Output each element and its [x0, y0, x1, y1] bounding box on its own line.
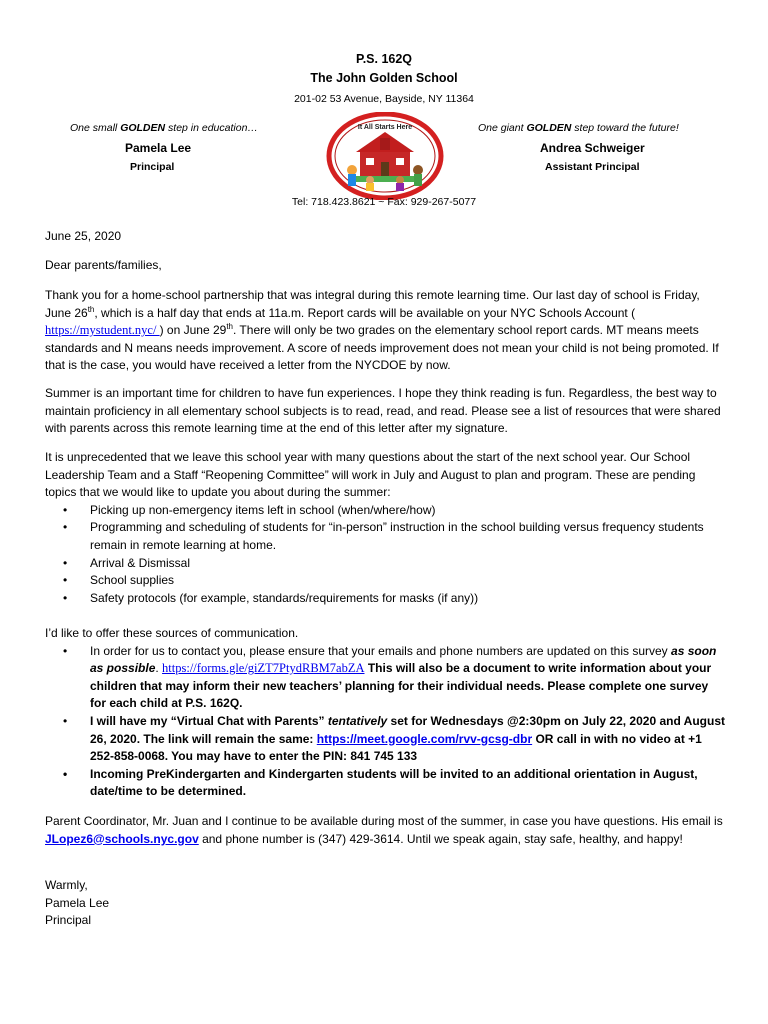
list-item: • I will have my “Virtual Chat with Parents” tentatively set for Wednesdays @2:30pm on July 22, 2020 and August 26, 2020. The link will remain the same: https://meet.google.com/rvv-gcsg-dbr OR call in with no video at +1 252-858-0068. You may have to enter the PIN: 841 745 133: [90, 713, 725, 766]
paragraph-summer: Summer is an important time for children to have fun experiences. I hope they think reading is fun. Regardless, the best way to maintain proficiency in all elementary school subjects is to read, read, and read. Please see a list of resources that were shared with parents across this remote learning time at the end of this letter after my signature.: [45, 386, 721, 436]
paragraph-communication: I’d like to offer these sources of communication. • In order for us to contact you, please ensure that your emails and phone numbers are updated on this survey as soon as possible. https://forms.gle/giZT7PtydRBM7abZA This will also be a document to write information about your children that may inform their new teachers’ planning for their individual needs. Please complete one survey for each child at P.S. 162Q. • I will have my “Virtual Chat with Parents” tentatively set for Wednesdays @2:30pm on July 22, 2020 and August 26, 2020. The link will remain the same: https://meet.google.com/rvv-gcsg-dbr OR call in with no video at +1 252-858-0068. You may have to enter the PIN: 841 745 133 • Incoming PreKindergarten and Kindergarten students will be invited to an additional orientation in August, date/time to be determined.: [45, 625, 725, 801]
list-item: • Picking up non-emergency items left in school (when/where/how): [90, 502, 725, 520]
school-number: P.S. 162Q: [355, 52, 413, 66]
tagline-left: One small GOLDEN step in education…: [70, 122, 258, 134]
principal-title: Principal: [130, 161, 175, 173]
paragraph-last-day: Thank you for a home-school partnership that was integral during this remote learning time. Our last day of school is Friday, June 26th, which is a half day that ends at 11a.m. Report cards will be available on your NYC Schools Account ( https://mystudent.nyc/ ) on June 29th. There will only be two grades on the elementary school report cards. MT means meets standards and N means needs improvement. A score of needs improvement does not mean your child is not being promoted. If that is the case, you would have received a letter from the NYCDOE by now.: [45, 288, 719, 373]
paragraph-next-year: It is unprecedented that we leave this school year with many questions about the start of the next school year. Our School Leadership Team and a Staff “Reopening Committee” will work in July and August to plan and program. These are pending topics that we would like to update you about during the summer: • Picking up non-emergency items left in school (when/where/how) • Programming and scheduling of students for “in-person” instruction in the school building versus frequency students remain in remote learning at home. • Arrival & Dismissal • School supplies • Safety protocols (for example, standards/requirements for masks (if any)): [45, 449, 725, 607]
closing-line: Warmly,: [45, 878, 88, 892]
list-item: • Safety protocols (for example, standards/requirements for masks (if any)): [90, 590, 725, 608]
email-link[interactable]: JLopez6@schools.nyc.gov: [45, 831, 199, 846]
logo-text: It All Starts Here: [357, 124, 413, 131]
signature-title: Principal: [45, 913, 92, 928]
list-item: • Programming and scheduling of students for “in-person” instruction in the school building versus frequency students remain in remote learning at home.: [90, 519, 725, 554]
topics-list: [45, 502, 725, 608]
communication-list: [45, 643, 725, 801]
list-item: • Incoming PreKindergarten and Kindergarten students will be invited to an additional orientation in August, date/time to be determined.: [90, 766, 725, 801]
list-item: • School supplies: [90, 572, 725, 590]
signature-name: Pamela Lee: [45, 895, 110, 910]
paragraph-parent-coordinator: Parent Coordinator, Mr. Juan and I continue to be available during most of the summer, in case you have questions. His email is JLopez6@schools.nyc.gov and phone number is (347) 429-3614. Until we speak again, stay safe, healthy, and happy!: [45, 814, 723, 846]
letter-date: June 25, 2020: [45, 229, 122, 243]
school-name: The John Golden School: [310, 71, 458, 85]
tagline-right: One giant GOLDEN step toward the future!: [478, 122, 679, 134]
assistant-principal-name: Andrea Schweiger: [540, 141, 645, 155]
phone-fax: Tel: 718.423.8621 ~ Fax: 929-267-5077: [291, 196, 477, 208]
mystudent-link[interactable]: https://mystudent.nyc/: [45, 323, 160, 338]
closing-signature: [45, 877, 725, 930]
assistant-principal-title: Assistant Principal: [545, 161, 640, 173]
greeting: Dear parents/families,: [45, 258, 162, 272]
list-item: • In order for us to contact you, please ensure that your emails and phone numbers are updated on this survey as soon as possible. https://forms.gle/giZT7PtydRBM7abZA This will also be a document to write information about your children that may inform their new teachers’ planning for their individual needs. Please complete one survey for each child at P.S. 162Q.: [90, 643, 725, 713]
school-logo: [326, 112, 444, 200]
school-address: 201-02 53 Avenue, Bayside, NY 11364: [294, 93, 474, 105]
list-item: • Arrival & Dismissal: [90, 555, 725, 573]
principal-name: Pamela Lee: [125, 141, 192, 155]
google-meet-link[interactable]: https://meet.google.com/rvv-gcsg-dbr: [316, 731, 533, 746]
survey-link[interactable]: https://forms.gle/giZT7PtydRBM7abZA: [162, 661, 365, 676]
